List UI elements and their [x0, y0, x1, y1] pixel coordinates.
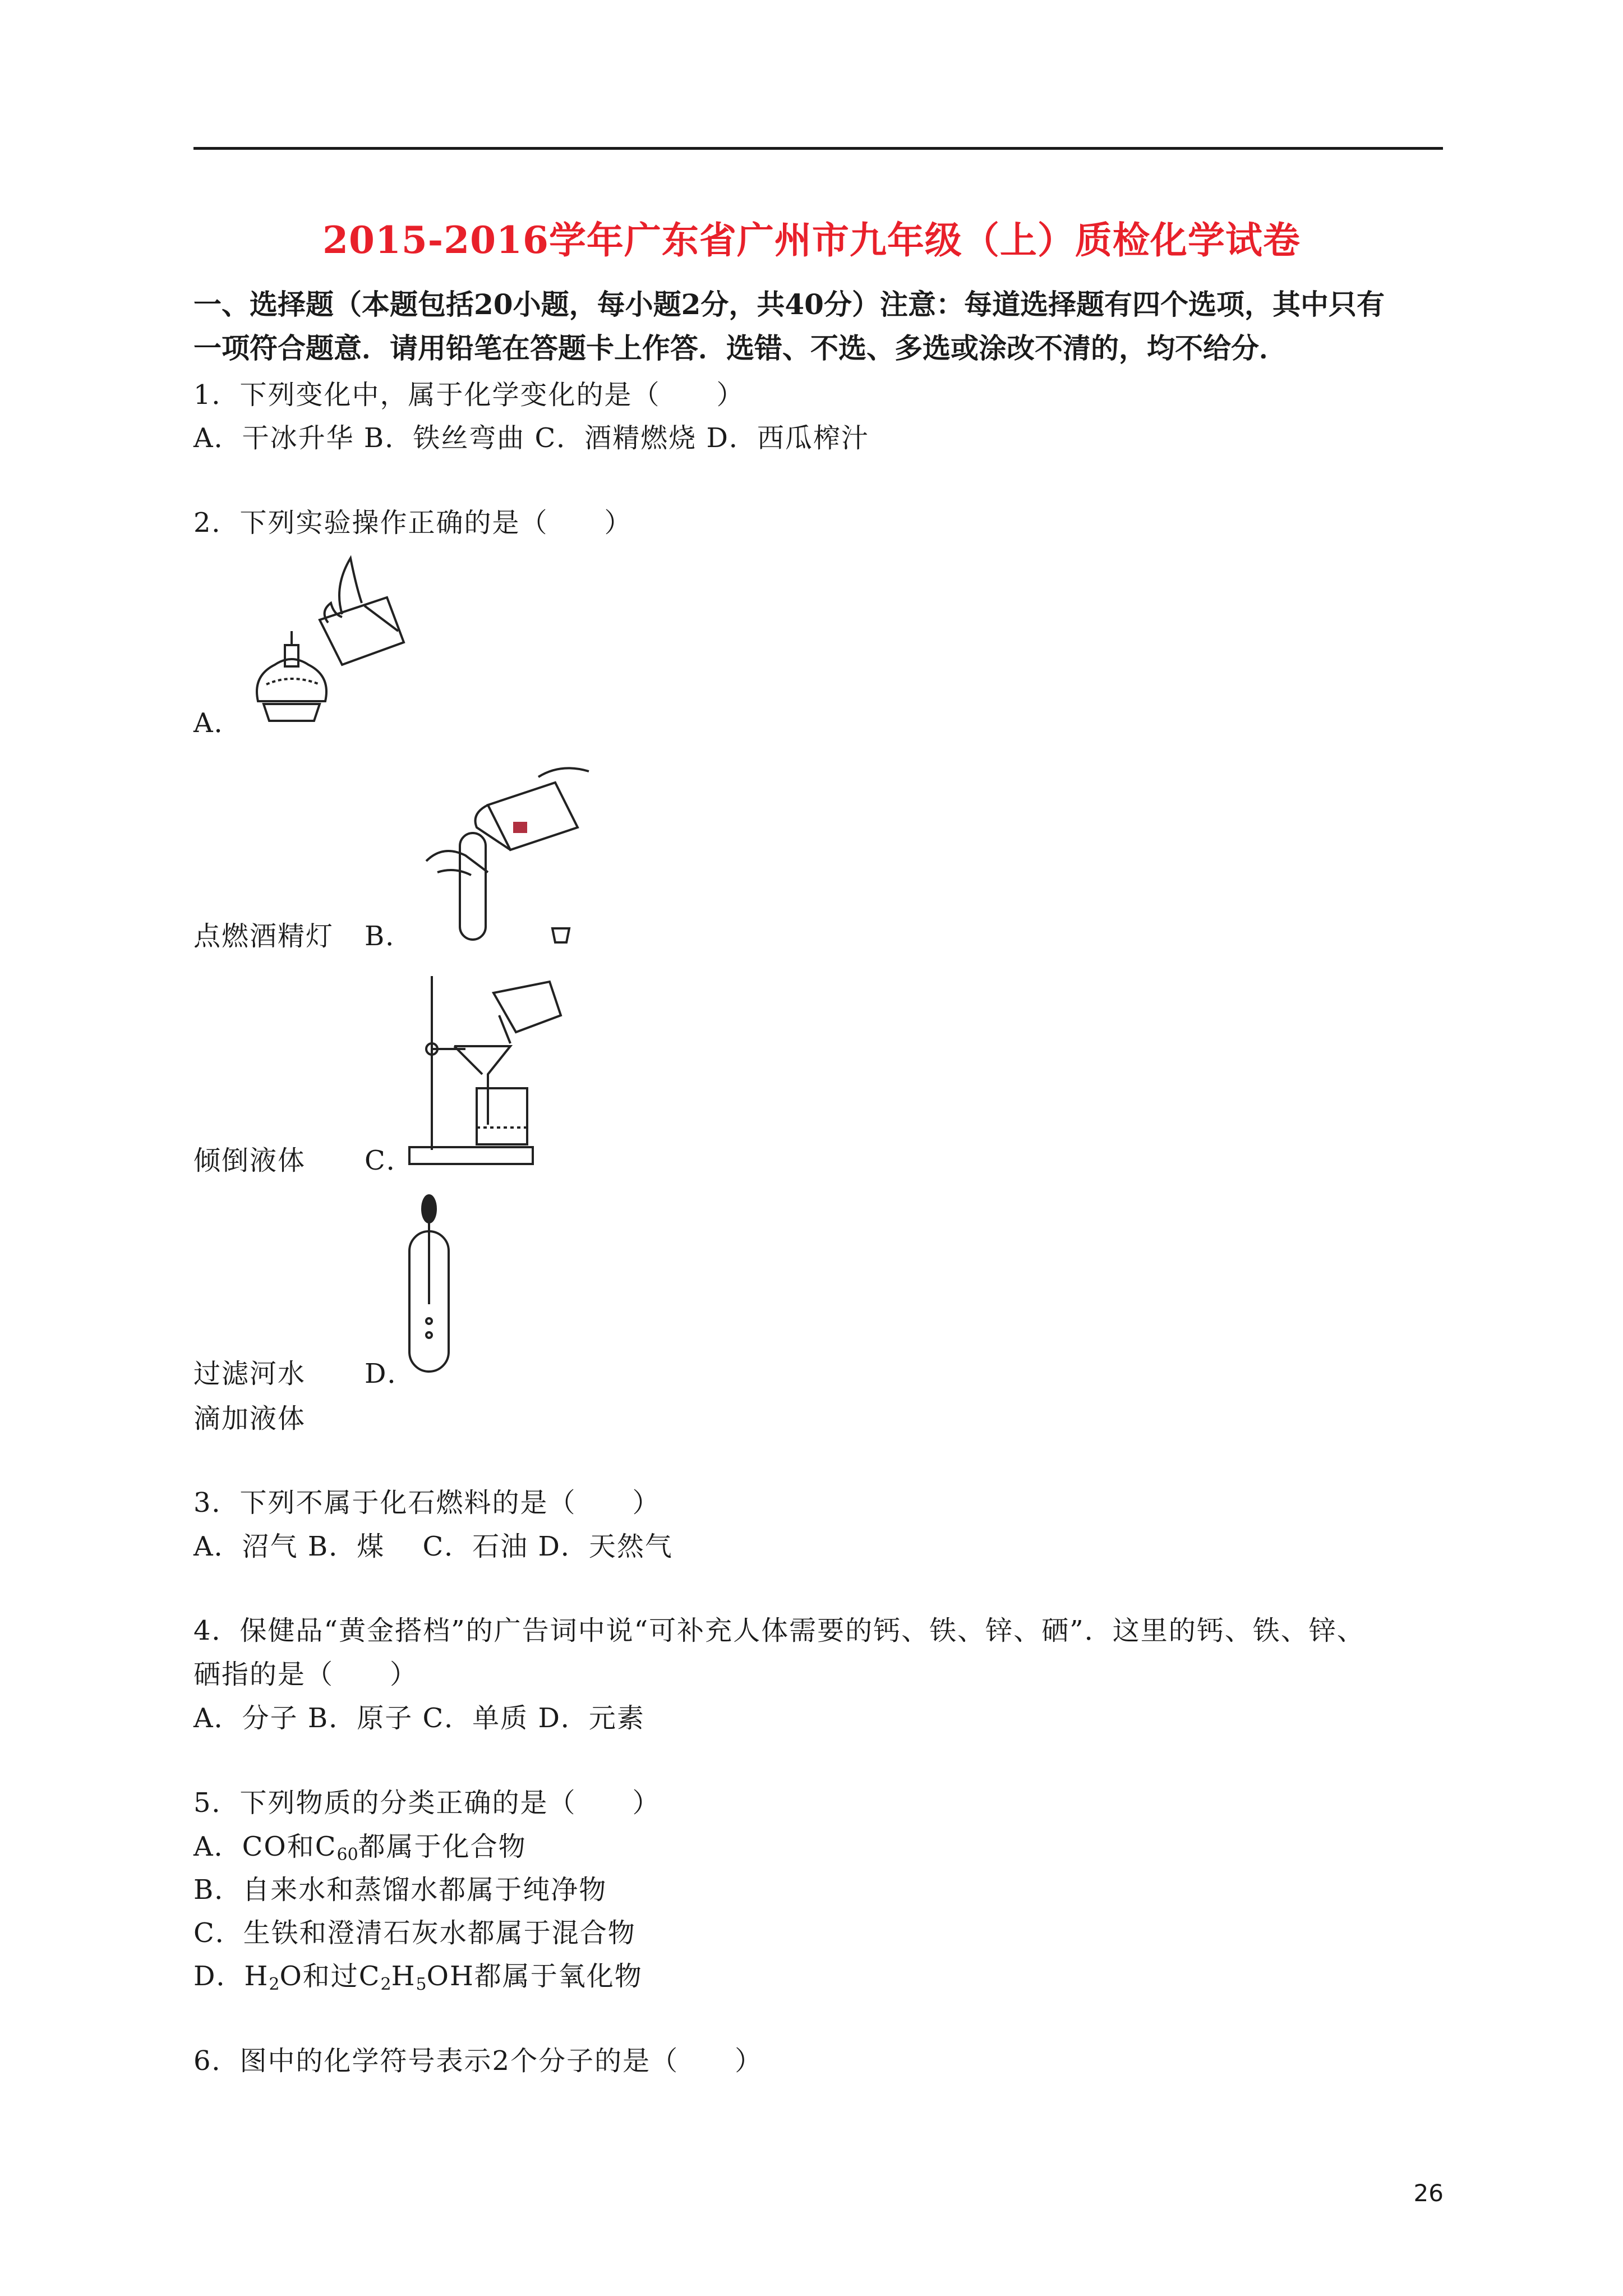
- exam-title: 2015-2016学年广东省广州市九年级（上）质检化学试卷: [322, 218, 1301, 262]
- question-2-option-a-letter: A．: [193, 707, 242, 739]
- question-2-option-d-caption: 滴加液体: [193, 1403, 306, 1434]
- header-rule: [193, 147, 1443, 150]
- page-number: 26: [1413, 2179, 1444, 2207]
- question-4-stem-line-1: 4．保健品“黄金搭档”的广告词中说“可补充人体需要的钙、铁、锌、硒”．这里的钙、铁、锌、: [193, 1615, 1365, 1646]
- question-1-options: A．干冰升华 B．铁丝弯曲 C．酒精燃烧 D．西瓜榨汁: [193, 422, 869, 454]
- question-3-stem: 3．下列不属于化石燃料的是（ ）: [193, 1487, 661, 1519]
- question-1-stem: 1．下列变化中，属于化学变化的是（ ）: [193, 379, 745, 411]
- question-2-option-b-letter: B．: [365, 921, 414, 952]
- question-5-option-b: B．自来水和蒸馏水都属于纯净物: [193, 1874, 607, 1906]
- question-2-stem: 2．下列实验操作正确的是（ ）: [193, 507, 633, 539]
- question-2-option-d-letter: D．: [365, 1358, 416, 1389]
- section-instructions-line-2: 一项符合题意．请用铅笔在答题卡上作答．选错、不选、多选或涂改不清的，均不给分．: [193, 332, 1287, 365]
- filtration-figure: [404, 976, 589, 1167]
- question-2-option-c-caption: 过滤河水: [193, 1358, 306, 1389]
- question-4-stem-line-2: 硒指的是（ ）: [193, 1659, 418, 1690]
- question-4-options: A．分子 B．原子 C．单质 D．元素: [193, 1703, 645, 1734]
- question-5-stem: 5．下列物质的分类正确的是（ ）: [193, 1787, 661, 1819]
- question-6-stem: 6．图中的化学符号表示2个分子的是（ ）: [193, 2045, 763, 2077]
- alcohol-lamp-figure: [236, 553, 415, 732]
- question-2-option-c-letter: C．: [365, 1145, 414, 1176]
- question-5-option-a: A．CO和$C_{60}$都属于化合物: [193, 1831, 527, 1865]
- question-5-option-d: D．$H_2O$和过$C_2H_5OH$都属于氧化物: [193, 1961, 643, 1994]
- question-2-option-b-caption: 倾倒液体: [193, 1145, 306, 1176]
- question-5-option-c: C．生铁和澄清石灰水都属于混合物: [193, 1917, 636, 1949]
- section-instructions-line-1: 一、选择题（本题包括20小题，每小题2分，共40分）注意：每道选择题有四个选项，其中只有: [193, 288, 1385, 321]
- pouring-liquid-figure: [404, 760, 594, 945]
- question-3-options: A．沼气 B．煤 C．石油 D．天然气: [193, 1531, 673, 1562]
- question-2-option-a-caption: 点燃酒精灯: [193, 921, 334, 952]
